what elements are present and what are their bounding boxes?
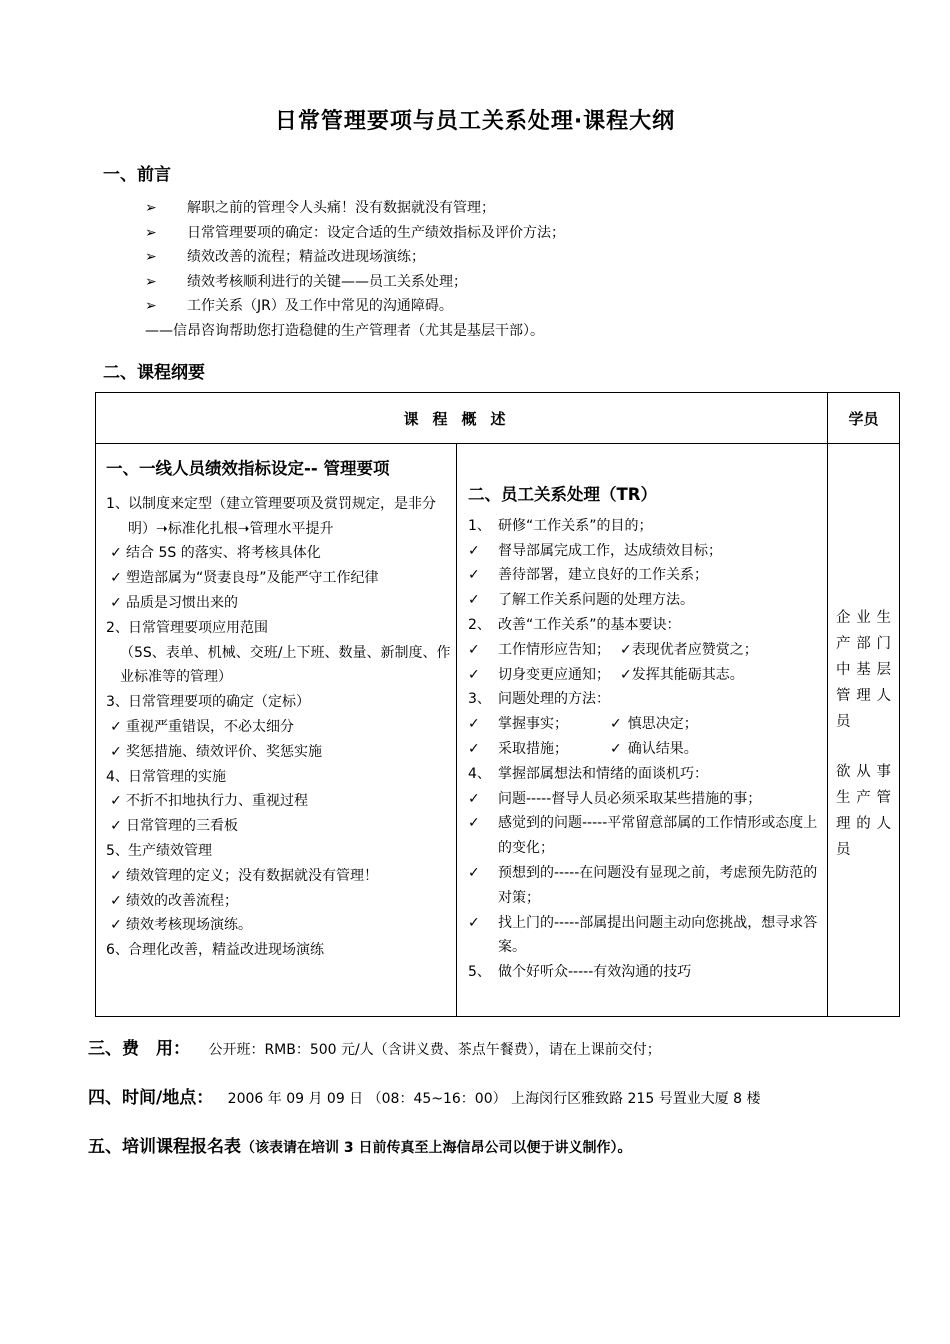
list-item: 4、 掌握部属想法和情绪的面谈机巧： [468,765,708,782]
course-table [95,392,900,1017]
arrow-bullet-icon: ➢ [145,273,157,290]
list-item: ➢ 解职之前的管理令人头痛！没有数据就没有管理； [145,196,565,221]
check-icon: ✓ [610,740,622,757]
list-item: 4、 日常管理的实施 [106,768,226,785]
list-item: ✓ 采取措施； ✓ 确认结果。 [468,737,820,762]
students-column [836,605,892,863]
check-icon: ✓ [468,592,480,609]
list-item: 2、 改善“工作关系”的基本要诀： [468,616,681,633]
check-icon: ✓ [110,867,122,884]
list-item: ✓ 善待部署，建立良好的工作关系； [468,563,820,588]
list-item: 6、 合理化改善，精益改进现场演练 [106,942,324,959]
check-icon: ✓ [468,740,480,757]
table-divider [827,393,828,1016]
check-icon: ✓ [468,641,480,658]
list-item: ✓ 绩效考核现场演练。 [106,913,451,938]
list-item: ✓ 了解工作关系问题的处理方法。 [468,588,820,613]
preface-list [145,196,565,319]
outline-heading: 二、课程纲要 [103,363,205,383]
list-item: 3、 日常管理要项的确定（定标） [106,694,310,711]
right-column [468,483,820,985]
fee-label: 三、费 用： [88,1039,190,1059]
preface-heading: 一、前言 [103,165,171,185]
check-icon: ✓ [468,716,480,733]
check-icon: ✓ [620,666,632,683]
arrow-bullet-icon: ➢ [145,224,157,241]
table-divider [456,444,457,1016]
check-icon: ✓ [110,892,122,909]
students-primary: 企业生产部门中基层管理人员 [836,610,892,730]
left-column [106,457,451,963]
list-item: 2、 日常管理要项应用范围 [106,619,268,636]
list-item: ✓ 预想到的-----在问题没有显现之前，考虑预先防范的对策； [468,861,820,911]
list-item: ✓ 不折不扣地执行力、重视过程 [106,789,451,814]
preface-signoff: ——信昂咨询帮助您打造稳健的生产管理者（尤其是基层干部）。 [145,323,544,339]
check-icon: ✓ [110,743,122,760]
list-item: ✓ 掌握事实； ✓ 慎思决定； [468,712,820,737]
list-item: （5S、表单、机械、交班/上下班、数量、新制度、作业标准等的管理） [120,644,451,686]
list-item: ✓ 工作情形应告知； ✓ 表现优者应赞赏之； [468,638,820,663]
list-item: ✓ 督导部属完成工作，达成绩效目标； [468,539,820,564]
list-item: 5、 做个好听众-----有效沟通的技巧 [468,964,692,981]
right-section-title: 二、员工关系处理（TR） [468,485,657,504]
table-header-students: 学员 [848,409,879,428]
list-item: 1、 以制度来定型（建立管理要项及赏罚规定，是非分明）➝标准化扎根➝管理水平提升 [106,495,436,537]
check-icon: ✓ [110,917,122,934]
list-item: ✓ 找上门的-----部属提出问题主动向您挑战，想寻求答案。 [468,911,820,961]
check-icon: ✓ [620,641,632,658]
list-item: ➢ 绩效考核顺利进行的关键——员工关系处理； [145,270,565,295]
arrow-bullet-icon: ➢ [145,200,157,216]
check-icon: ✓ [110,594,122,611]
list-item: ✓ 结合 5S 的落实、将考核具体化 [106,541,451,566]
list-item: ✓ 奖惩措施、绩效评价、奖惩实施 [106,740,451,765]
check-icon: ✓ [468,790,480,807]
time-label: 四、时间/地点： [88,1088,214,1108]
arrow-bullet-icon: ➢ [145,249,157,265]
list-item: ✓ 绩效管理的定义；没有数据就没有管理！ [106,864,451,889]
page-title: 日常管理要项与员工关系处理·课程大纲 [274,109,676,134]
check-icon: ✓ [110,570,122,587]
list-item: ✓ 日常管理的三看板 [106,814,451,839]
list-item: ✓ 重视严重错误，不必太细分 [106,715,451,740]
list-item: ✓ 感觉到的问题-----平常留意部属的工作情形或态度上的变化； [468,811,820,861]
list-item: 5、 生产绩效管理 [106,842,212,859]
check-icon: ✓ [468,567,480,584]
check-icon: ✓ [468,864,480,881]
list-item: ➢ 日常管理要项的确定：设定合适的生产绩效指标及评价方法； [145,221,565,246]
check-icon: ✓ [468,542,480,559]
check-icon: ✓ [110,818,122,835]
check-icon: ✓ [110,793,122,810]
time-text: 2006 年 09 月 09 日 （08：45~16：00） 上海闵行区雅致路 215 号置业大厦 8 楼 [227,1091,761,1107]
list-item: 1、 研修“工作关系”的目的； [468,517,653,534]
list-item: ✓ 品质是习惯出来的 [106,591,451,616]
left-section-title: 一、一线人员绩效指标设定-- 管理要项 [106,459,390,478]
check-icon: ✓ [110,718,122,735]
list-item: ✓ 绩效的改善流程； [106,889,451,914]
list-item: ✓ 塑造部属为“贤妻良母”及能严守工作纪律 [106,566,451,591]
check-icon: ✓ [468,914,480,931]
students-secondary: 欲从事生产管理的人员 [836,764,892,858]
table-divider [96,443,899,444]
check-icon: ✓ [610,716,622,733]
list-item: ✓ 切身变更应通知； ✓ 发挥其能砺其志。 [468,663,820,688]
list-item: ➢ 工作关系（JR）及工作中常见的沟通障碍。 [145,294,565,319]
list-item: 3、 问题处理的方法： [468,691,610,708]
check-icon: ✓ [468,666,480,683]
signup-line [88,1132,632,1157]
signup-label: 五、培训课程报名表 [88,1137,241,1157]
list-item: ➢ 绩效改善的流程；精益改进现场演练； [145,245,565,270]
table-header-overview: 课程概述 [403,409,520,428]
fee-line [88,1034,661,1059]
signup-text: （该表请在培训 3 日前传真至上海信昂公司以便于讲义制作）。 [241,1140,632,1156]
check-icon: ✓ [468,815,480,832]
arrow-bullet-icon: ➢ [145,298,157,314]
fee-text: 公开班：RMB：500 元/人（含讲义费、茶点午餐费），请在上课前交付； [208,1042,661,1058]
time-line [88,1083,761,1108]
list-item: ✓ 问题-----督导人员必须采取某些措施的事； [468,787,820,812]
check-icon: ✓ [110,545,122,562]
